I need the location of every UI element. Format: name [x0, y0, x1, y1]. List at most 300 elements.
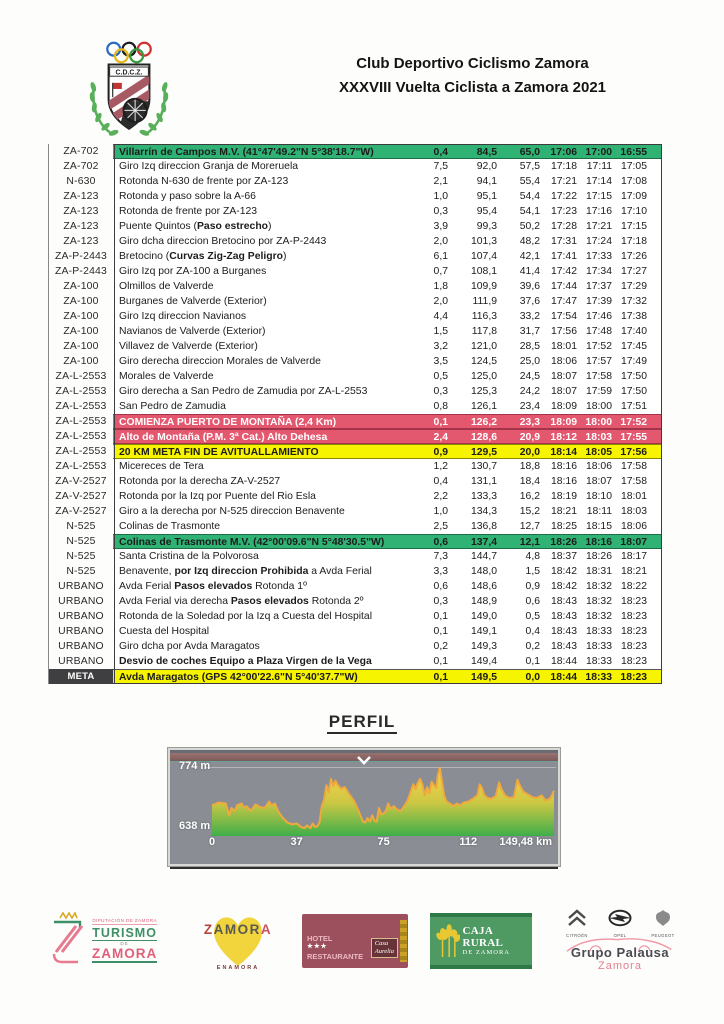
remaining-km: 0,0	[525, 672, 540, 683]
remaining-km: 0,4	[525, 626, 540, 637]
total-km: 121,0	[470, 341, 497, 352]
remaining-km: 18,8	[519, 461, 540, 472]
time-fast: 18:43	[550, 596, 577, 607]
time-medium: 18:11	[586, 506, 612, 517]
total-km: 108,1	[470, 266, 497, 277]
table-row	[49, 579, 662, 594]
road-code: ZA-L-2553	[55, 461, 107, 472]
partial-km: 0,2	[433, 641, 448, 652]
turismo-line1: DIPUTACIÓN DE ZAMORA	[92, 918, 157, 923]
time-slow: 17:38	[620, 311, 647, 322]
document-title	[300, 52, 645, 100]
race-name: XXXVIII Vuelta Ciclista a Zamora 2021	[338, 79, 607, 96]
total-km: 107,4	[470, 251, 497, 262]
row-cells	[113, 279, 662, 294]
road-code: ZA-L-2553	[55, 386, 107, 397]
partial-km: 1,5	[433, 326, 448, 337]
route-point-description: Santa Cristina de la Polvorosa	[119, 551, 259, 562]
table-row	[49, 144, 662, 159]
road-code: ZA-L-2553	[55, 371, 107, 382]
partial-km: 1,8	[433, 281, 448, 292]
partial-km: 0,1	[433, 656, 448, 667]
total-km: 126,1	[470, 401, 497, 412]
time-medium: 17:34	[585, 266, 612, 277]
row-cells	[113, 264, 662, 279]
enamora-subtext: ENAMORA	[216, 964, 260, 971]
row-cells	[113, 204, 662, 219]
time-medium: 18:26	[585, 551, 612, 562]
time-medium: 18:32	[585, 596, 612, 607]
time-slow: 18:23	[620, 672, 647, 683]
partial-km: 2,0	[433, 296, 448, 307]
route-point-description: Alto de Montaña (P.M. 3ª Cat.) Alto Dehesa	[119, 432, 328, 443]
remaining-km: 0,9	[525, 581, 540, 592]
route-point-description: Morales de Valverde	[119, 371, 214, 382]
table-row	[49, 264, 662, 279]
total-km: 136,8	[470, 521, 497, 532]
route-point-description: Avda Maragatos (GPS 42°00'22.6"N 5°40'37.7"W)	[119, 672, 358, 683]
time-fast: 18:14	[550, 447, 577, 458]
x-axis-tick-label: 37	[290, 836, 303, 848]
time-fast: 18:07	[550, 386, 577, 397]
time-medium: 18:03	[585, 432, 612, 443]
time-slow: 18:23	[620, 611, 647, 622]
remaining-km: 4,8	[525, 551, 540, 562]
route-point-description: Giro derecha a San Pedro de Zamudia por ZA-L-2553	[119, 386, 368, 397]
row-cells	[113, 654, 662, 669]
remaining-km: 31,7	[519, 326, 540, 337]
partial-km: 2,0	[433, 236, 448, 247]
time-fast: 18:43	[550, 611, 577, 622]
road-code: ZA-123	[63, 221, 99, 232]
time-fast: 18:26	[550, 537, 577, 548]
time-medium: 17:21	[585, 221, 612, 232]
total-km: 125,3	[470, 386, 497, 397]
time-fast: 18:16	[550, 476, 577, 487]
aurelia-name1: Casa	[374, 939, 389, 947]
time-medium: 18:10	[585, 491, 612, 502]
row-cells	[113, 534, 662, 549]
time-slow: 18:21	[620, 566, 647, 577]
sponsor-logos-row	[46, 893, 686, 988]
remaining-km: 12,7	[519, 521, 540, 532]
partial-km: 2,4	[433, 432, 448, 443]
time-medium: 18:07	[585, 476, 612, 487]
time-medium: 17:48	[585, 326, 612, 337]
remaining-km: 54,4	[519, 191, 540, 202]
road-code: ZA-100	[63, 341, 99, 352]
time-medium: 18:33	[585, 656, 612, 667]
road-code: ZA-702	[63, 146, 99, 157]
road-code: ZA-L-2553	[55, 446, 107, 457]
time-medium: 17:46	[585, 311, 612, 322]
time-fast: 18:16	[550, 461, 577, 472]
partial-km: 0,3	[433, 596, 448, 607]
table-row	[49, 459, 662, 474]
remaining-km: 0,6	[525, 596, 540, 607]
row-cells	[113, 594, 662, 609]
remaining-km: 24,5	[519, 371, 540, 382]
road-code: ZA-V-2527	[55, 491, 107, 502]
route-point-description: Colinas de Trasmonte M.V. (42°00'09.6"N 5°48'30.5"W)	[119, 537, 385, 548]
time-fast: 17:54	[550, 311, 577, 322]
time-fast: 18:44	[550, 656, 577, 667]
remaining-km: 20,9	[519, 432, 540, 443]
road-code: ZA-100	[63, 326, 99, 337]
aurelia-stars: ★★★	[307, 943, 328, 951]
table-row	[49, 174, 662, 189]
time-medium: 17:11	[586, 161, 612, 172]
partial-km: 1,0	[433, 506, 448, 517]
row-cells	[113, 354, 662, 369]
row-cells	[113, 489, 662, 504]
table-row	[49, 414, 662, 429]
total-km: 149,1	[470, 626, 497, 637]
time-fast: 18:43	[550, 641, 577, 652]
sponsor-casa-aurelia	[302, 914, 408, 968]
time-slow: 18:07	[620, 537, 647, 548]
x-axis-tick-label: 149,48 km	[499, 836, 552, 848]
row-cells	[113, 564, 662, 579]
remaining-km: 15,2	[519, 506, 540, 517]
road-code: ZA-100	[63, 356, 99, 367]
time-slow: 17:26	[620, 251, 647, 262]
table-row	[49, 249, 662, 264]
total-km: 131,1	[470, 476, 497, 487]
table-row	[49, 204, 662, 219]
remaining-km: 23,3	[519, 417, 540, 428]
row-cells	[113, 234, 662, 249]
row-cells	[113, 159, 662, 174]
partial-km: 2,2	[433, 491, 448, 502]
remaining-km: 18,4	[519, 476, 540, 487]
total-km: 149,4	[470, 656, 497, 667]
opel-label: OPEL	[613, 933, 627, 938]
time-slow: 17:10	[620, 206, 647, 217]
time-fast: 18:42	[550, 566, 577, 577]
time-slow: 17:29	[620, 281, 647, 292]
road-code: ZA-V-2527	[55, 506, 107, 517]
wheat-icon	[435, 922, 460, 960]
table-row	[49, 369, 662, 384]
total-km: 133,3	[470, 491, 497, 502]
road-code: ZA-123	[63, 191, 99, 202]
olympic-rings-icon	[107, 43, 150, 62]
road-code: ZA-123	[63, 236, 99, 247]
route-point-description: Giro dcha direccion Bretocino por ZA-P-2443	[119, 236, 327, 247]
table-row	[49, 189, 662, 204]
palausa-city: Zamora	[598, 960, 642, 972]
partial-km: 0,8	[433, 401, 448, 412]
peugeot-icon	[654, 909, 672, 927]
row-cells	[113, 609, 662, 624]
route-point-description: Giro Izq direccion Navianos	[119, 311, 247, 322]
route-point-description: San Pedro de Zamudia	[119, 401, 226, 412]
row-cells	[113, 474, 662, 489]
time-slow: 17:52	[620, 417, 647, 428]
time-fast: 17:42	[550, 266, 577, 277]
time-slow: 17:32	[620, 296, 647, 307]
table-row	[49, 474, 662, 489]
remaining-km: 28,5	[519, 341, 540, 352]
route-table	[48, 144, 662, 684]
table-row	[49, 309, 662, 324]
club-logo	[76, 40, 182, 142]
partial-km: 2,5	[433, 521, 448, 532]
x-axis-tick-label: 112	[459, 836, 478, 848]
time-slow: 17:09	[620, 191, 647, 202]
time-fast: 18:09	[550, 401, 577, 412]
sponsor-turismo-zamora	[46, 912, 174, 970]
partial-km: 3,5	[433, 356, 448, 367]
partial-km: 4,4	[433, 311, 448, 322]
partial-km: 0,3	[433, 386, 448, 397]
time-fast: 17:23	[550, 206, 577, 217]
time-slow: 18:22	[620, 581, 647, 592]
table-row	[49, 399, 662, 414]
road-code: ZA-702	[63, 161, 99, 172]
total-km: 137,4	[470, 537, 497, 548]
time-medium: 18:31	[585, 566, 612, 577]
total-km: 125,0	[470, 371, 497, 382]
crest-initials: C.D.C.Z.	[115, 69, 143, 77]
time-fast: 18:25	[550, 521, 577, 532]
time-slow: 17:50	[620, 371, 647, 382]
remaining-km: 48,2	[519, 236, 540, 247]
row-cells	[113, 249, 662, 264]
total-km: 128,6	[470, 432, 497, 443]
total-km: 111,9	[472, 296, 497, 307]
road-code: N-525	[66, 551, 96, 562]
partial-km: 6,1	[433, 251, 448, 262]
route-point-description: Desvio de coches Equipo a Plaza Virgen de la Vega	[119, 656, 372, 667]
x-axis-tick-label: 75	[377, 836, 390, 848]
sponsor-caja-rural	[430, 913, 532, 969]
route-point-description: Giro dcha por Avda Maragatos	[119, 641, 260, 652]
total-km: 130,7	[470, 461, 497, 472]
route-point-description: Puente Quintos (Paso estrecho)	[119, 221, 272, 232]
partial-km: 1,0	[433, 191, 448, 202]
road-code: ZA-100	[63, 296, 99, 307]
route-point-description: Villarrín de Campos M.V. (41°47'49.2"N 5°38'18.7"W)	[119, 147, 374, 158]
row-cells	[113, 669, 662, 684]
aurelia-name2: Aurelia	[374, 947, 394, 955]
row-cells	[113, 339, 662, 354]
time-slow: 17:27	[620, 266, 647, 277]
time-fast: 17:31	[550, 236, 577, 247]
y-axis-min-label: 638 m	[179, 820, 211, 832]
table-row	[49, 294, 662, 309]
table-row	[49, 234, 662, 249]
time-slow: 17:05	[620, 161, 647, 172]
total-km: 129,5	[470, 447, 497, 458]
club-crest-icon	[76, 40, 182, 142]
row-cells	[113, 189, 662, 204]
road-code: ZA-L-2553	[55, 401, 107, 412]
time-fast: 18:12	[550, 432, 577, 443]
remaining-km: 24,2	[519, 386, 540, 397]
table-row	[49, 594, 662, 609]
caja-rural-sub: DE ZAMORA	[462, 949, 511, 957]
time-slow: 18:23	[620, 596, 647, 607]
route-point-description: Rotonda de frente por ZA-123	[119, 206, 258, 217]
turismo-line3: DE	[120, 941, 129, 946]
time-fast: 17:44	[550, 281, 577, 292]
road-code: URBANO	[58, 656, 104, 667]
time-slow: 18:23	[620, 626, 647, 637]
time-medium: 17:15	[585, 191, 612, 202]
row-cells	[113, 294, 662, 309]
time-slow: 18:03	[620, 506, 647, 517]
table-row	[49, 624, 662, 639]
route-point-description: Giro a la derecha por N-525 direccion Benavente	[119, 506, 345, 517]
route-point-description: 20 KM META FIN DE AVITUALLAMIENTO	[119, 447, 319, 458]
aurelia-hotel-label: HOTEL	[307, 933, 333, 943]
time-medium: 17:39	[585, 296, 612, 307]
time-fast: 17:18	[550, 161, 577, 172]
route-point-description: Colinas de Trasmonte	[119, 521, 221, 532]
route-point-description: Giro Izq por ZA-100 a Burganes	[119, 266, 267, 277]
time-fast: 17:21	[550, 176, 577, 187]
road-code: N-525	[66, 566, 96, 577]
route-point-description: Villavez de Valverde (Exterior)	[119, 341, 258, 352]
time-medium: 18:06	[585, 461, 612, 472]
partial-km: 0,1	[433, 672, 448, 683]
citroen-icon	[566, 909, 588, 927]
total-km: 109,9	[470, 281, 497, 292]
row-cells	[113, 579, 662, 594]
time-medium: 17:24	[585, 236, 612, 247]
time-fast: 18:44	[550, 672, 577, 683]
table-row	[49, 534, 662, 549]
remaining-km: 25,0	[519, 356, 540, 367]
total-km: 117,8	[471, 326, 497, 337]
road-code: ZA-123	[63, 206, 99, 217]
remaining-km: 42,1	[519, 251, 540, 262]
remaining-km: 54,1	[519, 206, 540, 217]
remaining-km: 1,5	[525, 566, 540, 577]
time-medium: 17:52	[585, 341, 612, 352]
row-cells	[113, 624, 662, 639]
time-medium: 17:37	[585, 281, 612, 292]
row-cells	[113, 444, 662, 459]
table-row	[49, 354, 662, 369]
palausa-name: Grupo Palausa	[570, 945, 670, 960]
row-cells	[113, 429, 662, 444]
total-km: 101,3	[470, 236, 497, 247]
time-medium: 18:05	[585, 447, 612, 458]
aurelia-side-strip	[400, 920, 407, 962]
partial-km: 3,2	[433, 341, 448, 352]
time-medium: 17:14	[585, 176, 612, 187]
route-point-description: Burganes de Valverde (Exterior)	[119, 296, 267, 307]
route-point-description: Rotonda y paso sobre la A-66	[119, 191, 256, 202]
time-slow: 17:18	[620, 236, 647, 247]
table-row	[49, 564, 662, 579]
total-km: 148,0	[470, 566, 497, 577]
enamora-wordmark: ZAMORA	[203, 921, 273, 937]
profile-section-title: PERFIL	[0, 712, 724, 732]
time-fast: 18:01	[550, 341, 577, 352]
turismo-line4: ZAMORA	[92, 946, 158, 961]
row-cells	[113, 549, 662, 564]
row-cells	[113, 519, 662, 534]
road-code: META	[49, 669, 113, 684]
row-cells	[113, 414, 662, 429]
remaining-km: 55,4	[519, 176, 540, 187]
road-code: N-525	[66, 521, 96, 532]
total-km: 149,3	[470, 641, 497, 652]
route-point-description: Giro derecha direccion Morales de Valverde	[119, 356, 321, 367]
total-km: 95,4	[476, 206, 497, 217]
time-slow: 17:58	[620, 476, 647, 487]
peugeot-label: PEUGEOT	[651, 933, 675, 938]
turismo-line2: TURISMO	[92, 926, 157, 940]
time-medium: 17:59	[585, 386, 612, 397]
table-row	[49, 639, 662, 654]
time-medium: 17:57	[585, 356, 612, 367]
road-code: N-525	[66, 536, 96, 547]
table-row	[49, 444, 662, 459]
table-row	[49, 429, 662, 444]
table-row	[49, 339, 662, 354]
partial-km: 0,9	[433, 447, 448, 458]
route-point-description: Cuesta del Hospital	[119, 626, 210, 637]
table-row	[49, 654, 662, 669]
remaining-km: 0,2	[525, 641, 540, 652]
total-km: 116,3	[471, 311, 497, 322]
row-cells	[113, 399, 662, 414]
time-fast: 18:43	[550, 626, 577, 637]
total-km: 92,0	[476, 161, 497, 172]
club-name: Club Deportivo Ciclismo Zamora	[356, 55, 589, 72]
route-point-description: Avda Ferial Pasos elevados Rotonda 1º	[119, 581, 307, 592]
partial-km: 0,6	[433, 537, 448, 548]
route-point-description: Rotonda por la Izq por Puente del Rio Esla	[119, 491, 316, 502]
table-row	[49, 159, 662, 174]
time-fast: 17:47	[550, 296, 577, 307]
time-medium: 18:33	[585, 626, 612, 637]
remaining-km: 50,2	[519, 221, 540, 232]
row-cells	[113, 219, 662, 234]
x-axis-tick-label: 0	[208, 836, 216, 848]
table-row	[49, 549, 662, 564]
time-medium: 18:00	[585, 401, 612, 412]
time-slow: 17:08	[620, 176, 647, 187]
road-code: ZA-P-2443	[54, 251, 108, 262]
time-fast: 17:06	[550, 147, 577, 158]
partial-km: 2,1	[433, 176, 448, 187]
time-medium: 17:00	[585, 147, 612, 158]
opel-icon	[608, 909, 632, 927]
route-point-description: Benavente, por Izq direccion Prohibida a Avda Ferial	[119, 566, 372, 577]
route-point-description: Rotonda de la Soledad por la Izq a Cuesta del Hospital	[119, 611, 373, 622]
table-row	[49, 219, 662, 234]
time-slow: 17:51	[620, 401, 647, 412]
row-cells	[113, 309, 662, 324]
road-code: N-630	[66, 176, 96, 187]
road-code: URBANO	[58, 581, 104, 592]
total-km: 126,2	[470, 417, 497, 428]
time-medium: 17:58	[585, 371, 612, 382]
remaining-km: 39,6	[519, 281, 540, 292]
partial-km: 7,3	[433, 551, 448, 562]
time-slow: 17:15	[620, 221, 647, 232]
time-fast: 18:07	[550, 371, 577, 382]
time-slow: 17:56	[620, 447, 647, 458]
road-code: URBANO	[58, 611, 104, 622]
route-point-description: Rotonda por la derecha ZA-V-2527	[119, 476, 281, 487]
